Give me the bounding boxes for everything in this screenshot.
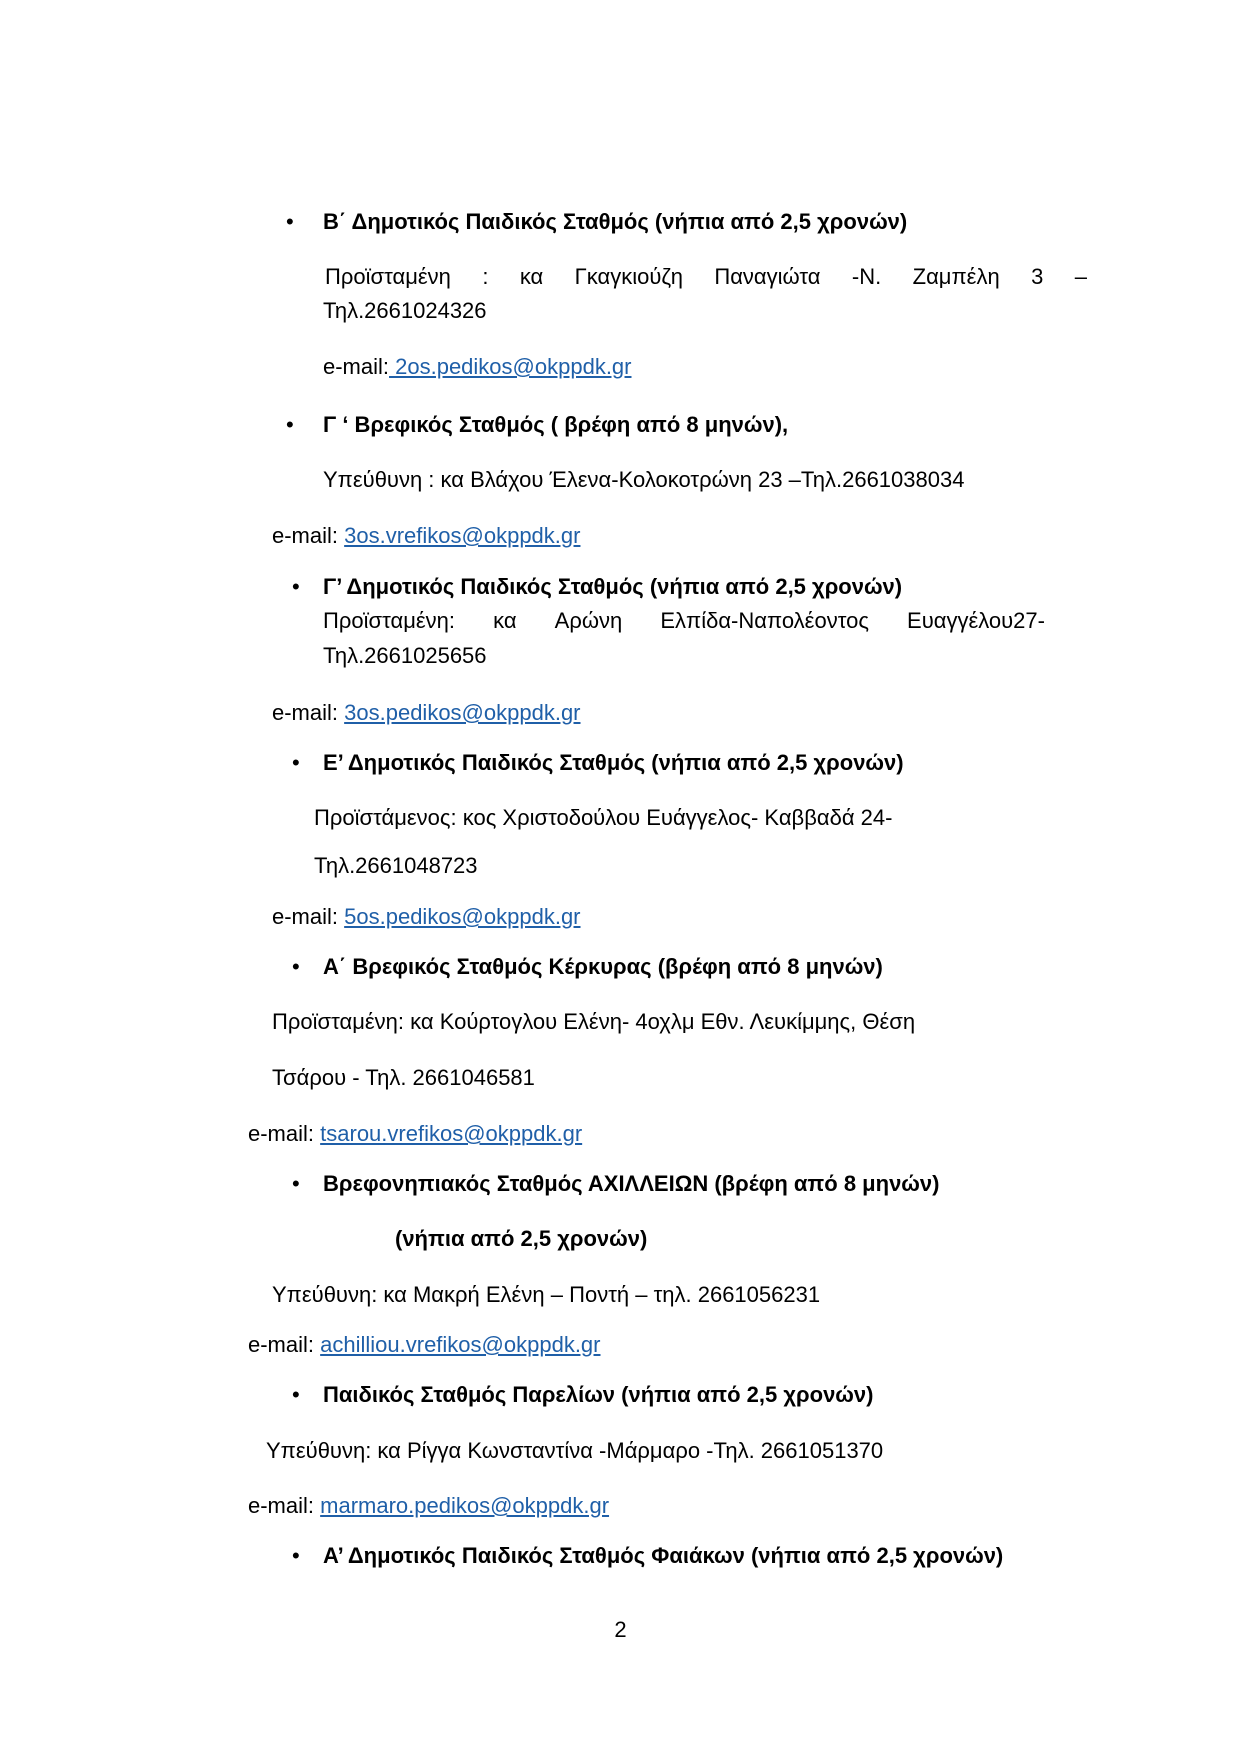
entry-contact — [325, 263, 1087, 291]
email-label: e-mail: — [323, 354, 390, 379]
email-link[interactable]: marmaro.pedikos@okppdk.gr — [320, 1493, 610, 1518]
contact-word: Ευαγγέλου27- — [907, 608, 1045, 633]
contact-word: 3 — [1031, 264, 1044, 289]
contact-word: Αρώνη — [554, 608, 623, 633]
entry-contact: Προϊσταμένη: κα Κούρτογλου Ελένη- 4οχλμ Εθν. Λευκίμμης, Θέση — [272, 1009, 916, 1034]
email-label: e-mail: — [272, 523, 339, 548]
contact-word: : — [482, 264, 489, 289]
contact-word: Ζαμπέλη — [912, 264, 1000, 289]
entry-title-line2: (νήπια από 2,5 χρονών) — [395, 1226, 648, 1251]
email-link[interactable]: achilliou.vrefikos@okppdk.gr — [320, 1332, 601, 1357]
bullet: • — [286, 412, 294, 437]
email-line — [272, 903, 581, 931]
entry-contact-line2: Τηλ.2661048723 — [314, 853, 478, 878]
contact-word: Προϊσταμένη — [325, 264, 451, 289]
email-line — [272, 699, 581, 727]
bullet: • — [292, 1543, 300, 1568]
entry-title: Ε’ Δημοτικός Παιδικός Σταθμός (νήπια από 2,5 χρονών) — [323, 750, 904, 775]
email-link[interactable]: 5os.pedikos@okppdk.gr — [344, 904, 581, 929]
entry-contact: Υπεύθυνη : κα Βλάχου Έλενα-Κολοκοτρώνη 23 –Τηλ.2661038034 — [323, 467, 965, 492]
entry-contact-line2: Τηλ.2661024326 — [323, 298, 487, 323]
bullet: • — [292, 1171, 300, 1196]
entry-contact — [323, 607, 1045, 635]
contact-word: Γκαγκιούζη — [574, 264, 683, 289]
bullet: • — [286, 209, 294, 234]
email-link[interactable]: 3os.pedikos@okppdk.gr — [344, 700, 581, 725]
entry-contact-line2: Τηλ.2661025656 — [323, 643, 487, 668]
entry-contact-line2: Τσάρου - Τηλ. 2661046581 — [272, 1065, 535, 1090]
contact-word: κα — [519, 264, 544, 289]
email-line — [272, 522, 580, 550]
email-link[interactable]: tsarou.vrefikos@okppdk.gr — [320, 1121, 583, 1146]
entry-title: Γ’ Δημοτικός Παιδικός Σταθμός (νήπια από 2,5 χρονών) — [323, 574, 903, 599]
contact-word: – — [1074, 264, 1087, 289]
email-line — [323, 353, 632, 381]
email-label: e-mail: — [272, 904, 339, 929]
entry-title: Β΄ Δημοτικός Παιδικός Σταθμός (νήπια από 2,5 χρονών) — [323, 209, 908, 234]
email-link[interactable]: 3os.vrefikos@okppdk.gr — [344, 523, 581, 548]
entry-title: Παιδικός Σταθμός Παρελίων (νήπια από 2,5 χρονών) — [323, 1382, 874, 1407]
contact-word: κα — [493, 608, 517, 633]
email-label: e-mail: — [248, 1121, 315, 1146]
contact-word: Ελπίδα-Ναπολέοντος — [660, 608, 869, 633]
email-label: e-mail: — [272, 700, 339, 725]
page-number: 2 — [614, 1617, 627, 1642]
bullet: • — [292, 1382, 300, 1407]
bullet: • — [292, 574, 300, 599]
bullet: • — [292, 750, 300, 775]
contact-word: Προϊσταμένη: — [323, 608, 456, 633]
entry-title: Βρεφονηπιακός Σταθμός ΑΧΙΛΛΕΙΩΝ (βρέφη από 8 μηνών) — [323, 1171, 940, 1196]
entry-contact: Υπεύθυνη: κα Μακρή Ελένη – Ποντή – τηλ. 2661056231 — [272, 1282, 821, 1307]
email-line — [248, 1120, 582, 1148]
contact-word: -Ν. — [851, 264, 882, 289]
contact-word: Παναγιώτα — [714, 264, 821, 289]
entry-title: Α΄ Βρεφικός Σταθμός Κέρκυρας (βρέφη από 8 μηνών) — [323, 954, 883, 979]
entry-contact: Υπεύθυνη: κα Ρίγγα Κωνσταντίνα -Μάρμαρο -Τηλ. 2661051370 — [266, 1438, 884, 1463]
bullet: • — [292, 954, 300, 979]
email-link[interactable]: 2os.pedikos@okppdk.gr — [389, 354, 632, 379]
entry-title: Γ ‘ Βρεφικός Σταθμός ( βρέφη από 8 μηνών), — [323, 412, 789, 437]
email-label: e-mail: — [248, 1332, 315, 1357]
entry-title: Α’ Δημοτικός Παιδικός Σταθμός Φαιάκων (νήπια από 2,5 χρονών) — [323, 1543, 1004, 1568]
email-line — [248, 1492, 609, 1520]
email-label: e-mail: — [248, 1493, 315, 1518]
entry-contact: Προϊστάμενος: κος Χριστοδούλου Ευάγγελος- Καββαδά 24- — [314, 805, 893, 830]
email-line — [248, 1331, 601, 1359]
